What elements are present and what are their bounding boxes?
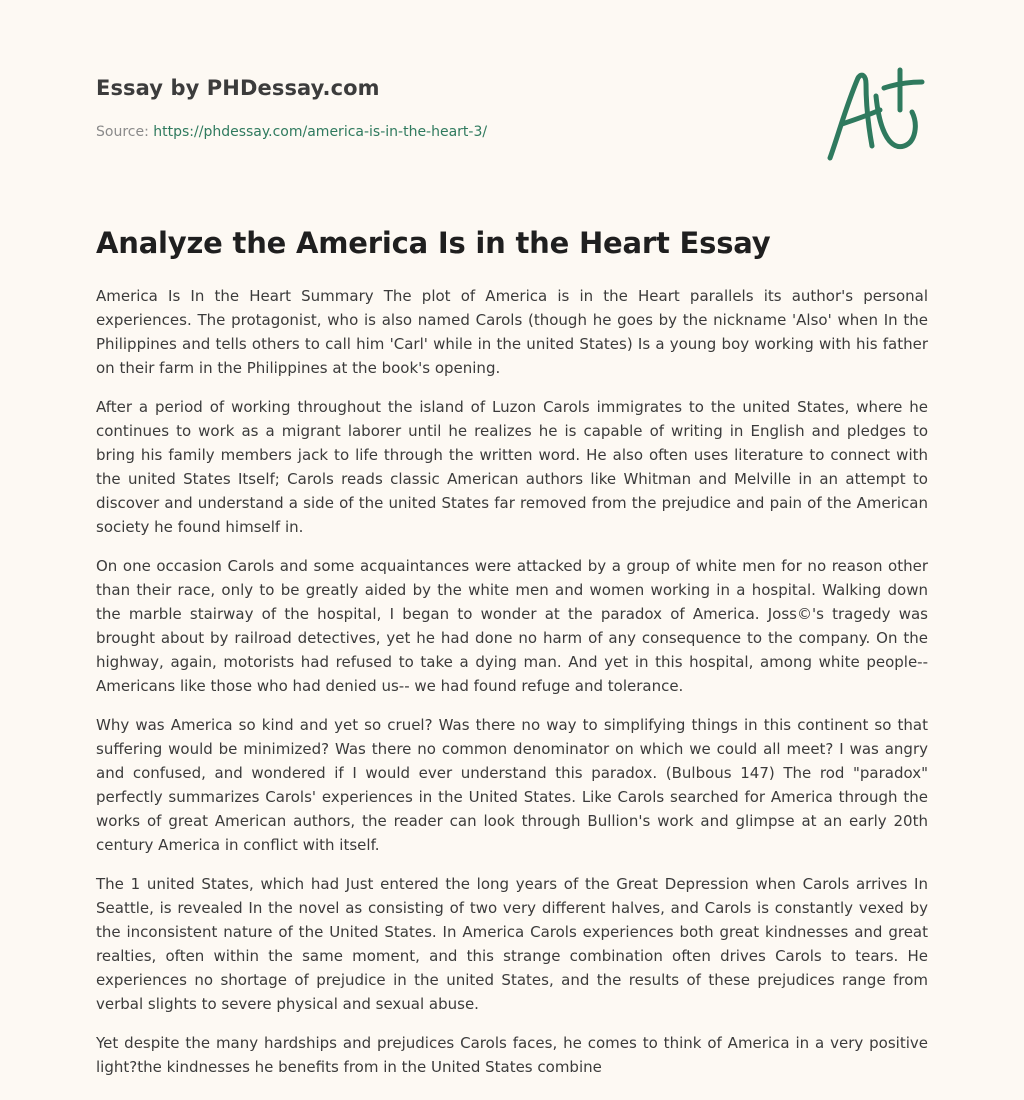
source-line: [96, 124, 487, 140]
source-label: Source:: [96, 124, 149, 140]
essay-paragraph: America Is In the Heart Summary The plot of America is in the Heart parallels its author's personal experiences. The protagonist, who is also named Carols (though he goes by the nickname 'Also' when In the Philippines and tells others to call him 'Carl' while in the united States) Is a young boy working with his father on their farm in the Philippines at the book's opening.: [96, 287, 928, 377]
essay-paragraph: The 1 united States, which had Just entered the long years of the Great Depression when Carols arrives In Seattle, is revealed In the novel as consisting of two very different halves, and Carols is constantly vexed by the inconsistent nature of the United States. In America Carols experiences both great kindnesses and great realties, often within the same moment, and this strange combination often drives Carols to tears. He experiences no shortage of prejudice in the united States, and the results of these prejudices range from verbal slights to severe physical and sexual abuse.: [96, 875, 928, 1013]
essay-paragraph: On one occasion Carols and some acquaintances were attacked by a group of white men for no reason other than their race, only to be greatly aided by the white men and women working in a hospital. Walking down the marble stairway of the hospital, I began to wonder at the paradox of America. Joss©'s tragedy was brought about by railroad detectives, yet he had done no harm of any consequence to the company. On the highway, again, motorists had refused to take a dying man. And yet in this hospital, among white people-- Americans like those who had denied us-- we had found refuge and tolerance.: [96, 557, 928, 695]
essay-paragraph: After a period of working throughout the island of Luzon Carols immigrates to the united States, where he continues to work as a migrant laborer until he realizes he is capable of writing in English and pledges to bring his family members jack to life through the written word. He also often uses literature to connect with the united States Itself; Carols reads classic American authors like Whitman and Melville in an attempt to discover and understand a side of the united States far removed from the prejudice and pain of the American society he found himself in.: [96, 398, 928, 536]
essay-title: Analyze the America Is in the Heart Essay: [96, 226, 771, 260]
a-plus-logo-icon: [820, 66, 930, 166]
site-brand: Essay by PHDessay.com: [96, 76, 380, 100]
essay-body: [96, 284, 928, 1094]
essay-paragraph: Why was America so kind and yet so cruel? Was there no way to simplifying things in this continent so that suffering would be minimized? Was there no common denominator on which we could all meet? I was angry and confused, and wondered if I would ever understand this paradox. (Bulbous 147) The rod "paradox" perfectly summarizes Carols' experiences in the United States. Like Carols searched for America through the works of great American authors, the reader can look through Bullion's work and glimpse at an early 20th century America in conflict with itself.: [96, 716, 928, 854]
essay-paragraph: Yet despite the many hardships and prejudices Carols faces, he comes to think of America in a very positive light?the kindnesses he benefits from in the United States combine: [96, 1034, 928, 1076]
source-link[interactable]: https://phdessay.com/america-is-in-the-heart-3/: [153, 124, 488, 140]
